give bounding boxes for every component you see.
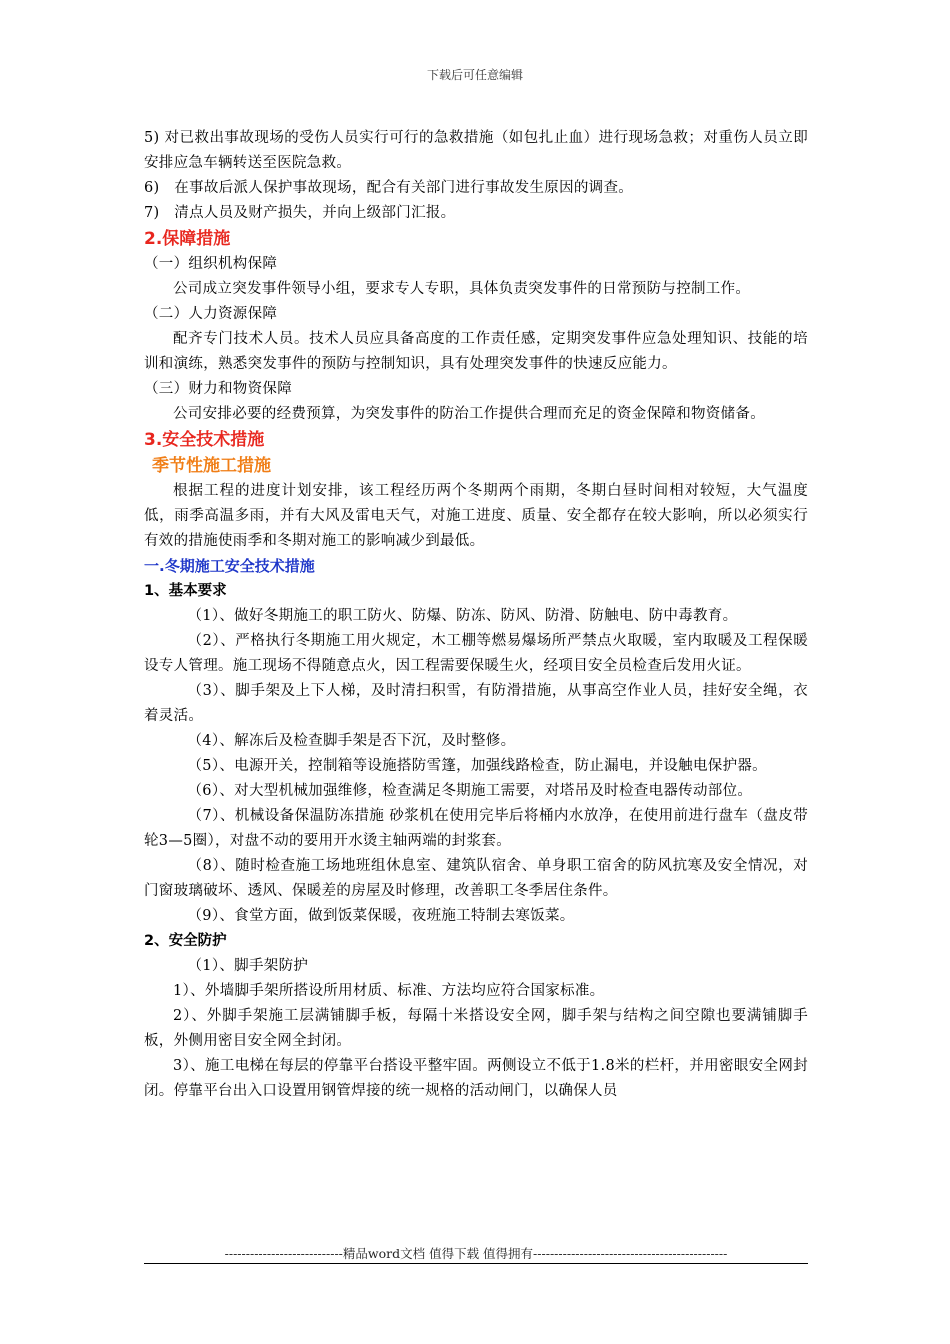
paragraph: （9）、食堂方面，做到饭菜保暖，夜班施工特制去寒饭菜。 — [187, 908, 575, 924]
footer-rule — [144, 1263, 808, 1264]
paragraph: 2）、外脚手架施工层满铺脚手板，每隔十米搭设安全网，脚手架与结构之间空隙也要满铺脚手板，外侧用密目安全网全封闭。 — [144, 1008, 808, 1049]
paragraph: （6）、对大型机械加强维修，检查满足冬期施工需要，对塔吊及时检查电器传动部位。 — [187, 783, 753, 799]
paragraph: 配齐专门技术人员。技术人员应具备高度的工作责任感，定期突发事件应急处理知识、技能的培训和演练，熟悉突发事件的预防与控制知识，具有处理突发事件的快速反应能力。 — [144, 331, 808, 372]
paragraph: （二）人力资源保障 — [144, 306, 278, 322]
paragraph: 1）、外墙脚手架所搭设所用材质、标准、方法均应符合国家标准。 — [173, 983, 605, 999]
paragraph: 公司成立突发事件领导小组，要求专人专职，具体负责突发事件的日常预防与控制工作。 — [173, 281, 751, 297]
item-heading: 2、安全防护 — [144, 933, 227, 949]
page-header: 下载后可任意编辑 — [426, 68, 523, 82]
paragraph: （5）、电源开关，控制箱等设施搭防雪篷，加强线路检查，防止漏电，并设触电保护器。 — [187, 758, 767, 774]
paragraph: 根据工程的进度计划安排，该工程经历两个冬期两个雨期，冬期白昼时间相对较短，大气温度低，雨季高温多雨，并有大风及雷电天气，对施工进度、质量、安全都存在较大影响，所以必须实行有效的措施使雨季和冬期对施工的影响减少到最低。 — [144, 483, 808, 549]
paragraph: （8）、随时检查施工场地班组休息室、建筑队宿舍、单身职工宿舍的防风抗寒及安全情况，对门窗玻璃破坏、透风、保暖差的房屋及时修理，改善职工冬季居住条件。 — [144, 858, 808, 899]
document-body — [144, 126, 808, 1104]
paragraph: （3）、脚手架及上下人梯，及时清扫积雪，有防滑措施，从事高空作业人员，挂好安全绳，衣着灵活。 — [144, 683, 808, 724]
paragraph: （4）、解冻后及检查脚手架是否下沉，及时整修。 — [187, 733, 516, 749]
paragraph: （1）、脚手架防护 — [187, 958, 309, 974]
paragraph: 5) 对已救出事故现场的受伤人员实行可行的急救措施（如包扎止血）进行现场急救；对重伤人员立即安排应急车辆转送至医院急救。 — [144, 130, 808, 171]
paragraph: （1）、做好冬期施工的职工防火、防爆、防冻、防风、防滑、防触电、防中毒教育。 — [187, 608, 738, 624]
paragraph: 7) 清点人员及财产损失，并向上级部门汇报。 — [144, 205, 456, 221]
paragraph: （三）财力和物资保障 — [144, 381, 292, 397]
paragraph: 3）、施工电梯在每层的停靠平台搭设平整牢固。两侧设立不低于1.8米的栏杆，并用密眼安全网封闭。停靠平台出入口设置用钢管焊接的统一规格的活动闸门，以确保人员 — [144, 1058, 808, 1099]
chapter-heading: 一.冬期施工安全技术措施 — [144, 557, 315, 575]
subsection-heading: 季节性施工措施 — [152, 456, 271, 476]
section-heading: 3.安全技术措施 — [144, 430, 265, 450]
page-footer: ----------------------------精品word文档 值得下载 值得拥有---------------------------------------------- — [224, 1246, 728, 1261]
paragraph: 公司安排必要的经费预算，为突发事件的防治工作提供合理而充足的资金保障和物资储备。 — [173, 406, 765, 422]
paragraph: （7）、机械设备保温防冻措施 砂浆机在使用完毕后将桶内水放净，在使用前进行盘车（盘皮带轮3—5圈），对盘不动的要用开水烫主轴两端的封浆套。 — [144, 808, 808, 849]
paragraph: （2）、严格执行冬期施工用火规定，木工棚等燃易爆场所严禁点火取暖，室内取暖及工程保暖设专人管理。施工现场不得随意点火，因工程需要保暖生火，经项目安全员检查后发用火证。 — [144, 633, 808, 674]
paragraph: 6) 在事故后派人保护事故现场，配合有关部门进行事故发生原因的调查。 — [144, 180, 634, 196]
paragraph: （一）组织机构保障 — [144, 256, 278, 272]
item-heading: 1、基本要求 — [144, 583, 227, 599]
section-heading: 2.保障措施 — [144, 229, 231, 249]
